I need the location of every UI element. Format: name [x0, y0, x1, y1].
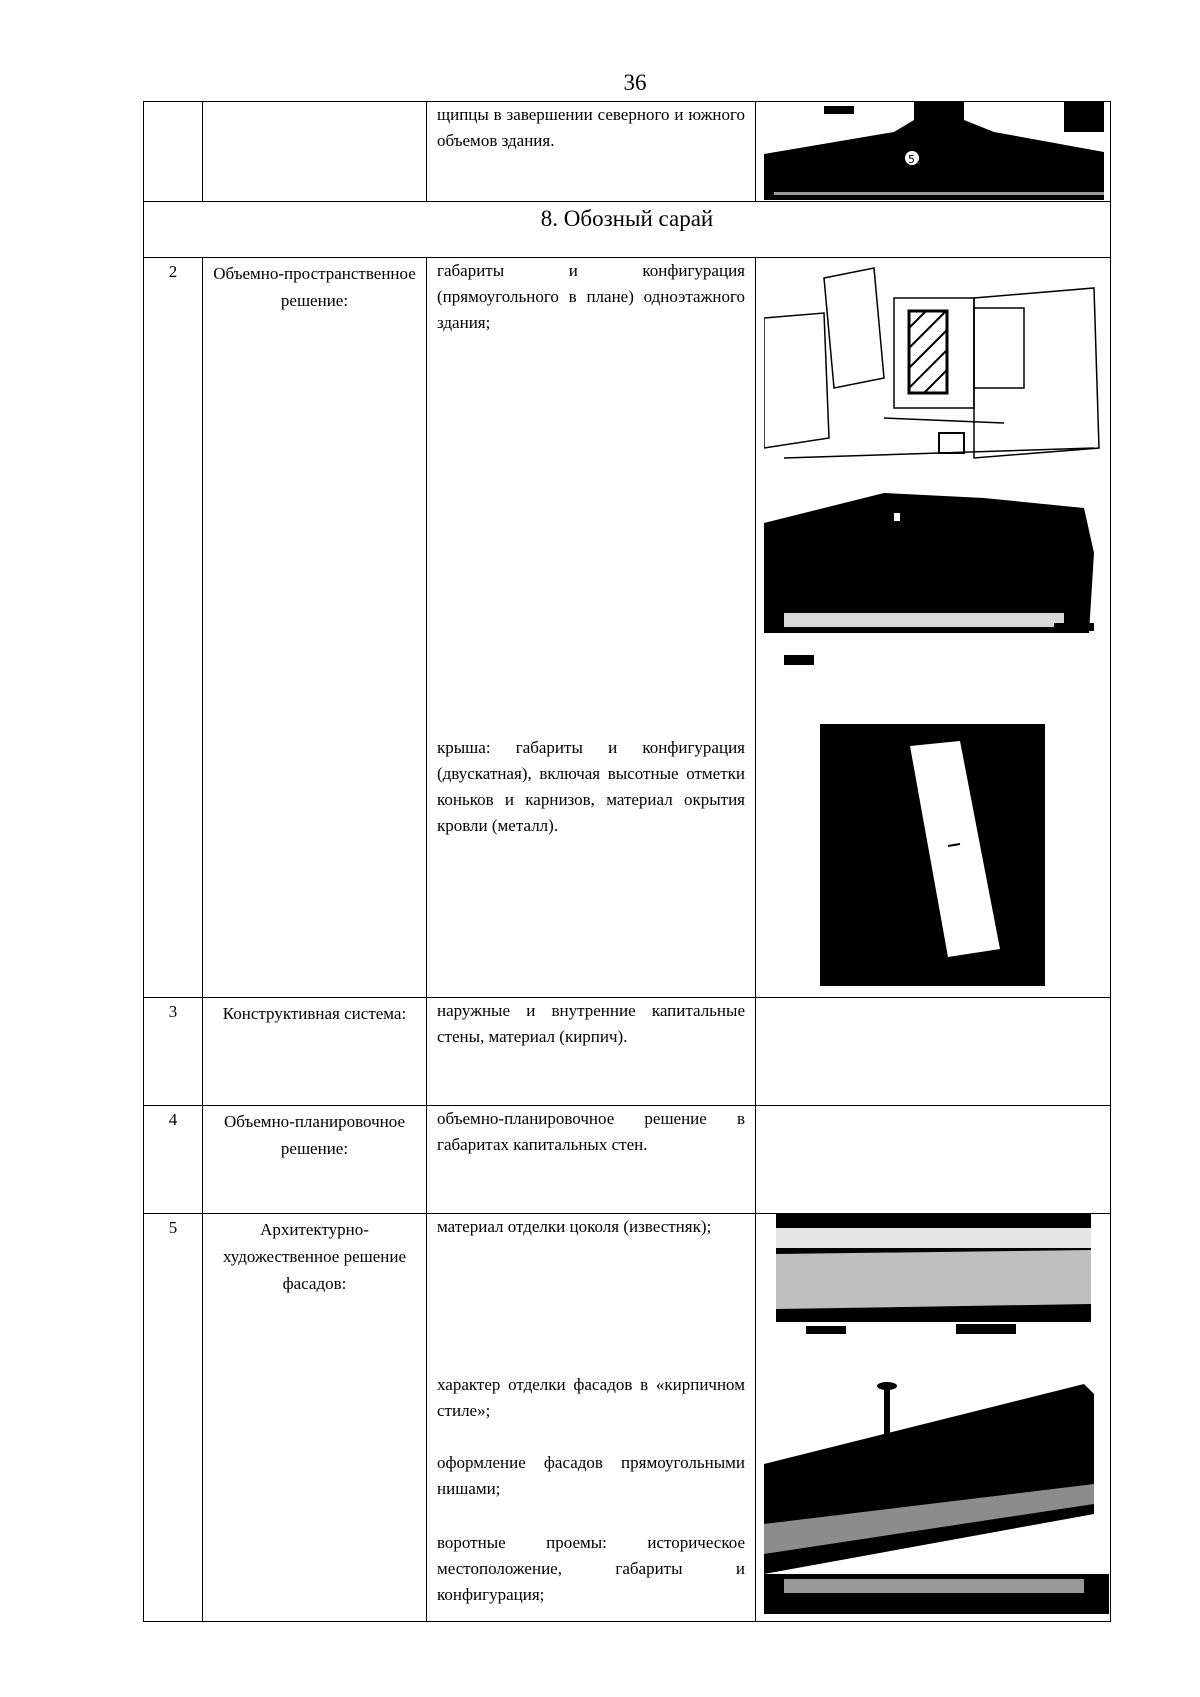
- feature-text-roof: крыша: габариты и конфигурация (двускатная), включая высотные отметки коньков и карнизов, материал окрытия кровли (металл).: [437, 738, 745, 835]
- cell-image-empty: [756, 1106, 1111, 1214]
- feature-text: наружные и внутренние капитальные стены, материал (кирпич).: [437, 1001, 745, 1046]
- table-row: [144, 998, 1111, 1106]
- cell-text: [427, 1106, 756, 1214]
- feature-text: щипцы в завершении северного и южного объемов здания.: [437, 105, 745, 150]
- feature-text-dimensions: габариты и конфигурация (прямоугольного в плане) одноэтажного здания;: [437, 261, 745, 332]
- site-plan-image: [764, 258, 1109, 480]
- feature-text-gates: воротные проемы: историческое местоположение, габариты и конфигурация;: [437, 1533, 745, 1604]
- feature-text-brick-style: характер отделки фасадов в «кирпичном стиле»;: [437, 1375, 745, 1420]
- cell-image: [756, 258, 1111, 998]
- cell-image: [756, 1214, 1111, 1622]
- row-number: 4: [144, 1106, 203, 1214]
- cell-text: [427, 102, 756, 202]
- table-row: [144, 258, 1111, 998]
- facade-photo: [764, 1374, 1109, 1614]
- feature-text-niches: оформление фасадов прямоугольными нишами;: [437, 1453, 745, 1498]
- row-number: 3: [144, 998, 203, 1106]
- row-label: Объемно-планировочное решение:: [203, 1106, 427, 1214]
- photo-number-badge: 5: [908, 153, 915, 166]
- roof-aerial-photo: [820, 724, 1045, 986]
- facade-photo-image: [764, 1374, 1109, 1614]
- section-title: 8. Обозный сарай: [144, 202, 1111, 258]
- cell-image-empty: [756, 998, 1111, 1106]
- site-plan-drawing: [764, 258, 1109, 480]
- plinth-photo-image: [776, 1214, 1091, 1346]
- feature-text: объемно-планировочное решение в габаритах капитальных стен.: [437, 1109, 745, 1154]
- cell-label: [203, 102, 427, 202]
- plinth-photo: [776, 1214, 1091, 1346]
- roof-aerial-image: [820, 724, 1045, 986]
- monument-features-table: [143, 101, 1111, 1622]
- side-photo-image: [764, 493, 1109, 673]
- section-header-row: [144, 202, 1111, 258]
- cell-number: [144, 102, 203, 202]
- row-number: 2: [144, 258, 203, 998]
- cell-text: [427, 258, 756, 998]
- cell-text: [427, 1214, 756, 1622]
- table-row: [144, 1214, 1111, 1622]
- building-photo-roof: [764, 102, 1104, 200]
- cell-text: [427, 998, 756, 1106]
- roof-photo-image: [764, 102, 1104, 200]
- row-label: Архитектурно-художественное решение фасадов:: [203, 1214, 427, 1622]
- page-number: 36: [623, 70, 647, 95]
- cell-image: [756, 102, 1111, 202]
- building-photo-side: [764, 493, 1109, 673]
- feature-text-plinth: материал отделки цоколя (известняк);: [437, 1217, 712, 1236]
- row-label: Конструктивная система:: [203, 998, 427, 1106]
- table-row: [144, 102, 1111, 202]
- table-row: [144, 1106, 1111, 1214]
- row-label: Объемно-пространственное решение:: [203, 258, 427, 998]
- row-number: 5: [144, 1214, 203, 1622]
